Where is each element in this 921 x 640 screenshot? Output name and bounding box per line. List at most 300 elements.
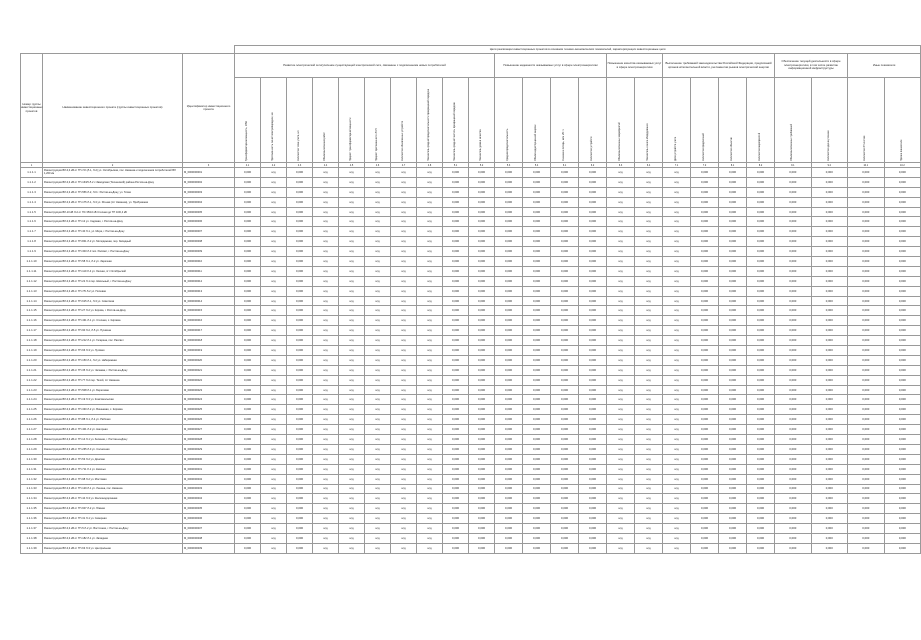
row-value-cell: 0,000: [523, 474, 551, 484]
row-value-cell: 0,000: [691, 257, 719, 267]
row-value-cell: 0,000: [523, 306, 551, 316]
row-value-cell: н/д: [607, 365, 635, 375]
row-value-cell: н/д: [261, 375, 287, 385]
row-value-cell: 0,000: [523, 454, 551, 464]
row-value-cell: 0,000: [469, 326, 495, 336]
row-value-cell: 0,000: [579, 296, 607, 306]
row-number-cell: 1.1.1.5: [21, 207, 43, 217]
row-name-cell: Реконструкция ВЛ-0,4 кВ от ТП-35 Л-4 ул. Чапаева, г. Ростов-на-Дону: [43, 365, 183, 375]
row-value-cell: 0,000: [579, 385, 607, 395]
row-value-cell: 0,000: [579, 425, 607, 435]
row-name-cell: Реконструкция ВЛ-0,4 кВ от ТП-556 Л-2, Л-6 г. Ростов-на-Дону, ул. Тихая: [43, 187, 183, 197]
row-value-cell: 0,000: [469, 543, 495, 553]
column-number-cell: 6.1: [551, 163, 579, 168]
row-value-cell: 0,000: [691, 435, 719, 445]
row-value-cell: н/д: [313, 207, 339, 217]
row-value-cell: 0,000: [884, 365, 921, 375]
row-value-cell: 0,000: [551, 316, 579, 326]
row-name-cell: Реконструкция ВЛ-0,4 кВ от ТП-27 Л-2 ул. Кирова, г. Ростов-на-Дону: [43, 306, 183, 316]
row-value-cell: 0,000: [287, 355, 313, 365]
row-value-cell: н/д: [635, 217, 663, 227]
row-value-cell: 0,000: [691, 177, 719, 187]
row-value-cell: н/д: [607, 187, 635, 197]
row-value-cell: 0,000: [811, 346, 848, 356]
row-id-cell: M_0000000036: [183, 514, 235, 524]
row-value-cell: 0,000: [884, 474, 921, 484]
row-value-cell: 0,000: [719, 306, 747, 316]
row-value-cell: 0,000: [287, 444, 313, 454]
rotated-header-label: Прочие показатели: [899, 139, 903, 161]
row-value-cell: н/д: [607, 395, 635, 405]
row-value-cell: 0,000: [848, 247, 885, 257]
row-value-cell: н/д: [339, 207, 365, 217]
row-value-cell: 0,000: [579, 227, 607, 237]
row-id-cell: M_0000000012: [183, 276, 235, 286]
row-value-cell: 0,000: [747, 454, 775, 464]
row-value-cell: н/д: [365, 177, 391, 187]
row-value-cell: 0,000: [811, 543, 848, 553]
row-value-cell: н/д: [607, 464, 635, 474]
row-value-cell: н/д: [365, 336, 391, 346]
row-value-cell: 0,000: [443, 395, 469, 405]
row-value-cell: 0,000: [811, 247, 848, 257]
row-value-cell: 0,000: [691, 504, 719, 514]
row-value-cell: 0,000: [469, 168, 495, 178]
row-value-cell: н/д: [391, 533, 417, 543]
row-value-cell: 0,000: [719, 247, 747, 257]
row-value-cell: н/д: [391, 217, 417, 227]
row-value-cell: 0,000: [811, 514, 848, 524]
row-value-cell: н/д: [365, 435, 391, 445]
row-name-cell: Реконструкция ВЛ-0,4 кВ от ТП-182 Л-1 ул. Западная: [43, 533, 183, 543]
row-value-cell: 0,000: [469, 316, 495, 326]
row-value-cell: 0,000: [719, 474, 747, 484]
row-value-cell: н/д: [417, 237, 443, 247]
row-value-cell: 0,000: [775, 197, 812, 207]
table-row: [21, 405, 921, 415]
row-value-cell: н/д: [417, 454, 443, 464]
row-value-cell: н/д: [417, 227, 443, 237]
row-value-cell: 0,000: [884, 524, 921, 534]
row-value-cell: н/д: [663, 237, 691, 247]
row-value-cell: 0,000: [469, 177, 495, 187]
row-value-cell: 0,000: [884, 405, 921, 415]
row-value-cell: н/д: [313, 237, 339, 247]
row-value-cell: н/д: [663, 168, 691, 178]
investment-table-sheet: [20, 45, 906, 637]
row-id-cell: M_0000000007: [183, 227, 235, 237]
row-value-cell: 0,000: [775, 346, 812, 356]
row-number-cell: 1.1.1.25: [21, 405, 43, 415]
row-value-cell: н/д: [313, 375, 339, 385]
row-value-cell: 0,000: [443, 385, 469, 395]
row-value-cell: 0,000: [691, 187, 719, 197]
rotated-header-label: Количество точек учета, шт.: [297, 130, 301, 161]
row-value-cell: н/д: [663, 395, 691, 405]
row-value-cell: 0,000: [775, 415, 812, 425]
row-value-cell: н/д: [365, 543, 391, 553]
table-row: [21, 464, 921, 474]
row-value-cell: н/д: [635, 286, 663, 296]
row-name-cell: Реконструкция ВЛ-0,4 кВ от ТП-66 Л-3 ул. Луговая: [43, 346, 183, 356]
row-value-cell: 0,000: [551, 543, 579, 553]
row-value-cell: н/д: [261, 227, 287, 237]
row-value-cell: 0,000: [848, 217, 885, 227]
row-value-cell: н/д: [663, 444, 691, 454]
row-value-cell: 0,000: [443, 306, 469, 316]
row-value-cell: 0,000: [523, 187, 551, 197]
row-value-cell: 0,000: [287, 375, 313, 385]
rotated-header-label: Трансформаторная мощность, МВА: [245, 121, 249, 161]
row-value-cell: 0,000: [811, 355, 848, 365]
row-value-cell: н/д: [607, 415, 635, 425]
row-id-cell: M_0000000033: [183, 484, 235, 494]
row-value-cell: 0,000: [579, 257, 607, 267]
row-value-cell: 0,000: [579, 276, 607, 286]
rotated-header-label: Доля устройств учета: [674, 136, 678, 161]
row-value-cell: н/д: [339, 217, 365, 227]
row-number-cell: 1.1.1.7: [21, 227, 43, 237]
row-value-cell: н/д: [313, 197, 339, 207]
row-value-cell: 0,000: [775, 385, 812, 395]
table-row: [21, 306, 921, 316]
row-value-cell: 0,000: [495, 464, 523, 474]
row-value-cell: 0,000: [884, 464, 921, 474]
row-value-cell: н/д: [417, 365, 443, 375]
row-value-cell: 0,000: [235, 425, 261, 435]
row-value-cell: н/д: [607, 237, 635, 247]
row-value-cell: 0,000: [884, 484, 921, 494]
rotated-header-label: Средняя продолжительность: [506, 128, 510, 161]
table-row: [21, 454, 921, 464]
row-value-cell: 0,000: [884, 257, 921, 267]
row-value-cell: 0,000: [747, 336, 775, 346]
row-name-cell: Реконструкция ВЛ-0,4 кВ от ТП-119 Л-4 ул. Лесная, пгт Октябрьский: [43, 266, 183, 276]
row-value-cell: 0,000: [443, 197, 469, 207]
row-value-cell: 0,000: [469, 524, 495, 534]
row-value-cell: н/д: [635, 474, 663, 484]
row-value-cell: 0,000: [811, 415, 848, 425]
table-row: [21, 276, 921, 286]
row-value-cell: 0,000: [287, 395, 313, 405]
row-value-cell: 0,000: [691, 296, 719, 306]
row-value-cell: 0,000: [495, 266, 523, 276]
row-value-cell: 0,000: [287, 533, 313, 543]
row-value-cell: 0,000: [719, 326, 747, 336]
row-value-cell: н/д: [391, 276, 417, 286]
row-value-cell: н/д: [417, 355, 443, 365]
row-value-cell: 0,000: [495, 217, 523, 227]
row-value-cell: 0,000: [443, 237, 469, 247]
row-name-cell: Реконструкция ВЛ-0,4 кВ от ТП-77 Л-2 пер. Тихий, пгт Каменка: [43, 375, 183, 385]
row-value-cell: 0,000: [775, 266, 812, 276]
row-value-cell: 0,000: [495, 306, 523, 316]
row-name-cell: Реконструкция ВЛ-0,4 кВ от ТП-711 Л-1 ул. Казачья: [43, 464, 183, 474]
row-value-cell: 0,000: [848, 395, 885, 405]
row-value-cell: 0,000: [551, 326, 579, 336]
row-name-cell: Реконструкция ВЛ-0,4 кВ от ТП-303 Л-3 пос. Рассвет, г. Ростов-на-Дону: [43, 247, 183, 257]
row-value-cell: 0,000: [719, 316, 747, 326]
row-name-cell: Реконструкция ВЛ-0,4 кВ от ТП-98 Л-2 ул. Мостовая: [43, 474, 183, 484]
row-value-cell: 0,000: [287, 425, 313, 435]
row-name-cell: Реконструкция ВЛ-0,4 кВ от ТП-607 Л-2 ул. Южная: [43, 504, 183, 514]
row-value-cell: 0,000: [747, 237, 775, 247]
row-value-cell: 0,000: [775, 296, 812, 306]
row-value-cell: н/д: [339, 365, 365, 375]
row-value-cell: 0,000: [884, 266, 921, 276]
row-value-cell: н/д: [635, 454, 663, 464]
row-value-cell: н/д: [635, 385, 663, 395]
row-value-cell: н/д: [391, 365, 417, 375]
row-value-cell: 0,000: [884, 276, 921, 286]
row-value-cell: н/д: [261, 395, 287, 405]
row-value-cell: н/д: [261, 474, 287, 484]
row-value-cell: н/д: [391, 207, 417, 217]
row-value-cell: 0,000: [691, 316, 719, 326]
row-value-cell: 0,000: [443, 415, 469, 425]
row-value-cell: н/д: [607, 474, 635, 484]
row-value-cell: н/д: [261, 415, 287, 425]
row-value-cell: 0,000: [551, 415, 579, 425]
row-value-cell: н/д: [663, 276, 691, 286]
row-value-cell: 0,000: [691, 346, 719, 356]
row-number-cell: 1.1.1.11: [21, 266, 43, 276]
row-value-cell: 0,000: [747, 306, 775, 316]
row-number-cell: 1.1.1.27: [21, 425, 43, 435]
row-value-cell: н/д: [663, 504, 691, 514]
row-value-cell: 0,000: [469, 474, 495, 484]
row-number-cell: 1.1.1.33: [21, 484, 43, 494]
row-value-cell: н/д: [663, 217, 691, 227]
row-value-cell: н/д: [635, 395, 663, 405]
row-id-cell: M_0000000011: [183, 266, 235, 276]
row-value-cell: н/д: [261, 326, 287, 336]
row-value-cell: 0,000: [235, 247, 261, 257]
row-value-cell: н/д: [365, 514, 391, 524]
row-value-cell: 0,000: [495, 237, 523, 247]
row-value-cell: н/д: [635, 316, 663, 326]
row-id-cell: M_0000000013: [183, 286, 235, 296]
row-value-cell: н/д: [365, 494, 391, 504]
row-value-cell: н/д: [365, 444, 391, 454]
row-value-cell: 0,000: [287, 365, 313, 375]
row-value-cell: н/д: [635, 257, 663, 267]
row-value-cell: н/д: [313, 504, 339, 514]
row-value-cell: 0,000: [747, 464, 775, 474]
row-value-cell: 0,000: [579, 355, 607, 365]
row-value-cell: н/д: [417, 484, 443, 494]
row-value-cell: 0,000: [235, 494, 261, 504]
row-value-cell: 0,000: [848, 444, 885, 454]
row-value-cell: 0,000: [747, 514, 775, 524]
row-value-cell: 0,000: [848, 533, 885, 543]
row-value-cell: 0,000: [443, 217, 469, 227]
row-value-cell: 0,000: [848, 375, 885, 385]
row-value-cell: н/д: [417, 326, 443, 336]
row-value-cell: н/д: [339, 474, 365, 484]
row-name-cell: Реконструкция ВЛ-0,4 кВ от ТП-330 Л-2 ул. Вишневая, с. Кировка: [43, 405, 183, 415]
row-value-cell: н/д: [663, 474, 691, 484]
row-value-cell: 0,000: [235, 306, 261, 316]
row-value-cell: 0,000: [884, 395, 921, 405]
row-value-cell: 0,000: [848, 346, 885, 356]
row-value-cell: 0,000: [719, 346, 747, 356]
row-value-cell: 0,000: [691, 425, 719, 435]
row-value-cell: н/д: [313, 217, 339, 227]
row-value-cell: 0,000: [884, 296, 921, 306]
rotated-header-cell: [339, 78, 365, 163]
row-value-cell: 0,000: [551, 385, 579, 395]
rotated-header-label: Объём недоотпущенной энергии: [534, 124, 538, 161]
row-value-cell: 0,000: [235, 385, 261, 395]
row-value-cell: н/д: [635, 375, 663, 385]
row-value-cell: 0,000: [287, 346, 313, 356]
row-number-cell: 1.1.1.4: [21, 197, 43, 207]
row-id-cell: M_0000000028: [183, 435, 235, 445]
row-number-cell: 1.1.1.36: [21, 514, 43, 524]
row-value-cell: 0,000: [719, 237, 747, 247]
row-value-cell: 0,000: [495, 187, 523, 197]
row-value-cell: н/д: [339, 306, 365, 316]
row-id-cell: M_0000000035: [183, 504, 235, 514]
rotated-header-cell: [469, 78, 495, 163]
row-value-cell: 0,000: [775, 435, 812, 445]
row-value-cell: 0,000: [747, 435, 775, 445]
row-value-cell: 0,000: [443, 316, 469, 326]
column-number-cell: 7.2: [691, 163, 719, 168]
row-value-cell: 0,000: [747, 474, 775, 484]
row-value-cell: 0,000: [469, 454, 495, 464]
row-value-cell: 0,000: [811, 504, 848, 514]
column-number-cell: 4.7: [391, 163, 417, 168]
row-value-cell: 0,000: [495, 524, 523, 534]
row-number-cell: 1.1.1.26: [21, 415, 43, 425]
row-name-cell: Реконструкция ВЛ-0,4 кВ от ТП-7/2 (Л-1, Л-2) ул. Октябрьская, пос. Каменка и подключения потребителей ВЛ 1,200 км: [43, 168, 183, 178]
row-value-cell: н/д: [339, 504, 365, 514]
row-value-cell: н/д: [391, 395, 417, 405]
row-id-cell: M_0000000029: [183, 444, 235, 454]
row-number-cell: 1.1.1.19: [21, 346, 43, 356]
row-value-cell: н/д: [365, 247, 391, 257]
row-value-cell: н/д: [261, 405, 287, 415]
row-value-cell: 0,000: [287, 247, 313, 257]
row-value-cell: н/д: [365, 207, 391, 217]
row-number-cell: 1.1.1.18: [21, 336, 43, 346]
row-value-cell: н/д: [313, 346, 339, 356]
row-value-cell: 0,000: [287, 257, 313, 267]
row-value-cell: 0,000: [443, 286, 469, 296]
row-value-cell: 0,000: [443, 375, 469, 385]
row-value-cell: н/д: [313, 484, 339, 494]
row-value-cell: 0,000: [811, 385, 848, 395]
row-value-cell: н/д: [417, 276, 443, 286]
row-number-cell: 1.1.1.24: [21, 395, 43, 405]
row-value-cell: н/д: [607, 425, 635, 435]
row-value-cell: 0,000: [719, 425, 747, 435]
row-value-cell: н/д: [365, 464, 391, 474]
row-value-cell: н/д: [607, 276, 635, 286]
row-value-cell: 0,000: [443, 177, 469, 187]
row-value-cell: 0,000: [775, 227, 812, 237]
row-value-cell: 0,000: [579, 217, 607, 227]
row-value-cell: 0,000: [719, 266, 747, 276]
row-value-cell: 0,000: [747, 484, 775, 494]
row-value-cell: 0,000: [719, 444, 747, 454]
table-row: [21, 237, 921, 247]
row-value-cell: н/д: [313, 296, 339, 306]
row-value-cell: н/д: [339, 484, 365, 494]
row-value-cell: 0,000: [469, 415, 495, 425]
row-value-cell: н/д: [635, 464, 663, 474]
row-value-cell: 0,000: [443, 524, 469, 534]
row-id-cell: M_0000000008: [183, 237, 235, 247]
row-value-cell: 0,000: [523, 375, 551, 385]
row-value-cell: 0,000: [523, 326, 551, 336]
row-value-cell: 0,000: [884, 435, 921, 445]
row-value-cell: 0,000: [443, 494, 469, 504]
row-value-cell: 0,000: [775, 207, 812, 217]
row-value-cell: 0,000: [523, 276, 551, 286]
row-value-cell: н/д: [391, 316, 417, 326]
row-id-cell: M_0000000038: [183, 533, 235, 543]
column-number-cell: 4.3: [287, 163, 313, 168]
row-value-cell: н/д: [417, 286, 443, 296]
row-value-cell: 0,000: [848, 365, 885, 375]
row-value-cell: 0,000: [495, 276, 523, 286]
row-value-cell: 0,000: [287, 168, 313, 178]
row-value-cell: н/д: [635, 494, 663, 504]
row-value-cell: 0,000: [719, 217, 747, 227]
row-value-cell: н/д: [339, 227, 365, 237]
row-value-cell: 0,000: [523, 444, 551, 454]
row-value-cell: н/д: [261, 286, 287, 296]
row-value-cell: 0,000: [287, 474, 313, 484]
rotated-header-label: Показатель износа оборудования: [646, 123, 650, 161]
row-number-cell: 1.1.1.13: [21, 286, 43, 296]
row-value-cell: 0,000: [495, 336, 523, 346]
row-value-cell: 0,000: [495, 247, 523, 257]
row-value-cell: 0,000: [848, 177, 885, 187]
row-value-cell: н/д: [607, 247, 635, 257]
row-value-cell: н/д: [417, 207, 443, 217]
row-value-cell: н/д: [365, 227, 391, 237]
row-value-cell: н/д: [417, 524, 443, 534]
row-value-cell: н/д: [339, 543, 365, 553]
row-value-cell: 0,000: [884, 177, 921, 187]
table-row: [21, 365, 921, 375]
row-value-cell: 0,000: [848, 425, 885, 435]
row-value-cell: н/д: [391, 187, 417, 197]
row-value-cell: н/д: [313, 257, 339, 267]
row-value-cell: н/д: [313, 533, 339, 543]
row-value-cell: 0,000: [691, 533, 719, 543]
row-value-cell: н/д: [261, 346, 287, 356]
row-id-cell: M_0000000015: [183, 306, 235, 316]
row-value-cell: н/д: [339, 336, 365, 346]
row-value-cell: 0,000: [287, 237, 313, 247]
row-value-cell: 0,000: [235, 197, 261, 207]
row-value-cell: 0,000: [523, 514, 551, 524]
row-value-cell: н/д: [313, 336, 339, 346]
row-value-cell: 0,000: [691, 247, 719, 257]
row-value-cell: 0,000: [287, 385, 313, 395]
row-value-cell: 0,000: [287, 316, 313, 326]
row-value-cell: 0,000: [495, 296, 523, 306]
row-value-cell: 0,000: [747, 504, 775, 514]
row-value-cell: 0,000: [775, 168, 812, 178]
row-value-cell: н/д: [365, 326, 391, 336]
row-value-cell: 0,000: [523, 237, 551, 247]
